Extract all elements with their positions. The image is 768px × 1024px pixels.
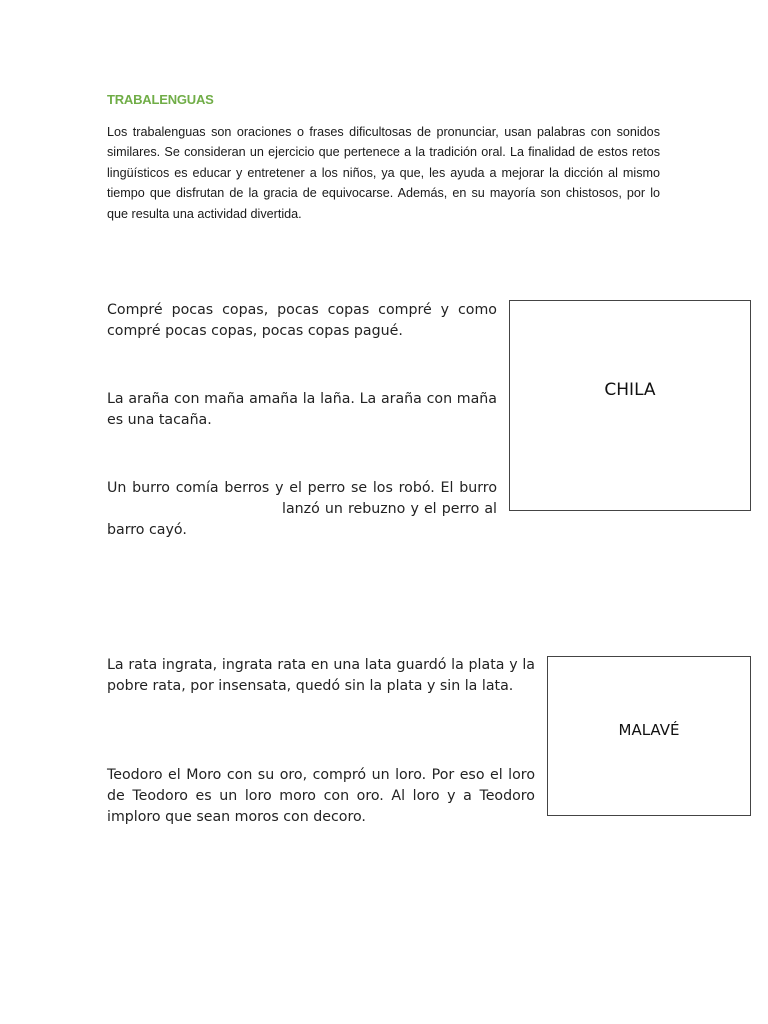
intro-paragraph: Los trabalenguas son oraciones o frases dificultosas de pronunciar, usan palabras con sonidos similares. Se consideran un ejercicio que pertenece a la tradición oral. La finalidad de estos retos lingüísticos es educar y entretener a los niños, ya que, les ayuda a mejorar la dicción al mismo tiempo que disfrutan de la gracia de equivocarse. Además, en su mayoría son chistosos, por lo que resulta una actividad divertida. — [107, 125, 660, 221]
tongue-twister-burro-part2: lanzó un rebuzno y el perro al barro cayó. — [107, 501, 497, 538]
tongue-twister-burro-part1: Un burro comía berros y el perro se los robó. El burro — [107, 480, 497, 496]
section-heading: TRABALENGUAS — [107, 92, 214, 107]
answer-box-malave — [547, 656, 751, 816]
answer-box-label: CHILA — [604, 379, 656, 400]
answer-box-chila — [509, 300, 751, 511]
tongue-twister-rata: La rata ingrata, ingrata rata en una lata guardó la plata y la pobre rata, por insensata, quedó sin la plata y sin la lata. — [107, 657, 535, 694]
tongue-twister-copas: Compré pocas copas, pocas copas compré y como compré pocas copas, pocas copas pagué. — [107, 302, 497, 339]
tongue-twister-arana: La araña con maña amaña la laña. La araña con maña es una tacaña. — [107, 391, 497, 428]
tongue-twister-burro — [107, 478, 497, 541]
tongue-twister-teodoro: Teodoro el Moro con su oro, compró un loro. Por eso el loro de Teodoro es un loro moro con oro. Al loro y a Teodoro imploro que sean moros con decoro. — [107, 767, 535, 825]
answer-box-label: MALAVÉ — [618, 721, 680, 739]
